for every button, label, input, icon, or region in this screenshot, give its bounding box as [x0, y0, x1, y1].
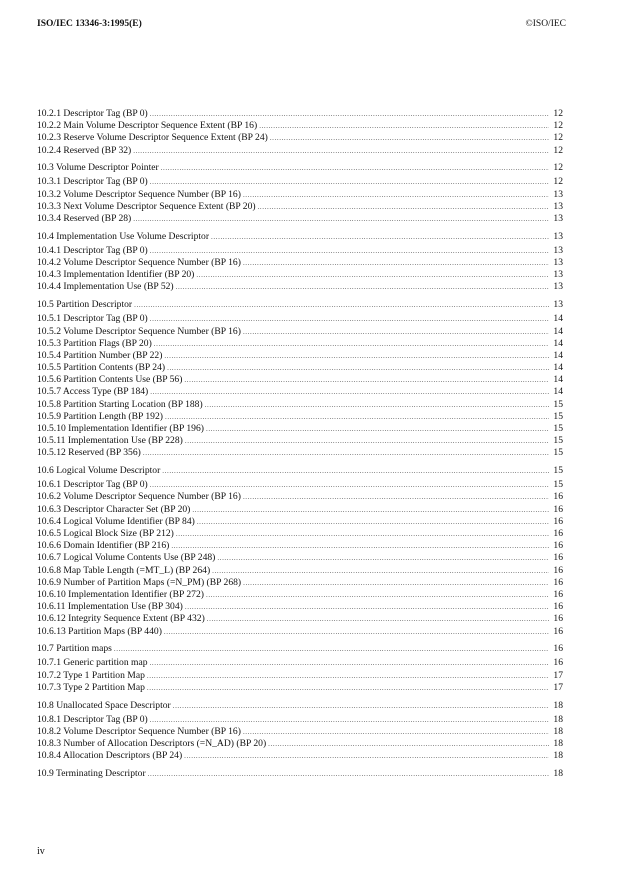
toc-page-number: 13 [553, 269, 563, 281]
toc-entry-title: 10.6.12 Integrity Sequence Extent (BP 432) [37, 613, 205, 625]
toc-entry-title: 10.5.3 Partition Flags (BP 20) [37, 337, 152, 349]
toc-group [37, 298, 563, 459]
toc-page-number: 14 [553, 337, 563, 349]
dot-leader [143, 447, 549, 459]
toc-page-number: 18 [553, 713, 563, 725]
toc-entry-title: 10.3.2 Volume Descriptor Sequence Number (BP 16) [37, 188, 241, 200]
toc-entry-row [37, 189, 563, 201]
toc-entry-row [37, 601, 563, 613]
toc-entry-row [37, 435, 563, 447]
toc-entry-title: 10.8.4 Allocation Descriptors (BP 24) [37, 750, 183, 762]
toc-entry-title: 10.4.4 Implementation Use (BP 52) [37, 281, 174, 293]
toc-entry-row [37, 245, 563, 257]
toc-page-number: 14 [553, 349, 563, 361]
toc-page-number: 16 [553, 657, 563, 669]
dot-leader [162, 465, 549, 479]
toc-entry-row [37, 479, 563, 491]
toc-entry-row [37, 577, 563, 589]
dot-leader [176, 281, 549, 293]
toc-entry-row [37, 626, 563, 638]
toc-page-number: 13 [553, 299, 563, 311]
toc-page-number: 15 [553, 398, 563, 410]
toc-entry-row [37, 540, 563, 552]
toc-entry-title: 10.5.9 Partition Length (BP 192) [37, 410, 163, 422]
toc-page-number: 14 [553, 374, 563, 386]
toc-section-row [37, 230, 563, 244]
toc-entry-title: 10.7.2 Type 1 Partition Map [37, 669, 145, 681]
dot-leader [150, 714, 549, 726]
toc-group [37, 464, 563, 638]
toc-page-number: 13 [553, 244, 563, 256]
dot-leader [243, 577, 549, 589]
toc-entry-title: 10.6.8 Map Table Length (=MT_L) (BP 264) [37, 564, 211, 576]
toc-page-number: 13 [553, 213, 563, 224]
toc-entry-row [37, 257, 563, 269]
toc-page-number: 16 [553, 491, 563, 503]
toc-entry-row [37, 411, 563, 423]
toc-page-number: 13 [553, 230, 563, 242]
dot-leader [114, 643, 549, 657]
toc-entry-title: 10.2.2 Main Volume Descriptor Sequence Extent (BP 16) [37, 120, 258, 132]
toc-page-number: 16 [553, 576, 563, 588]
dot-leader [154, 338, 549, 350]
toc-entry-row [37, 714, 563, 726]
toc-entry-title: 10.6.1 Descriptor Tag (BP 0) [37, 479, 148, 491]
toc-page-number: 16 [553, 540, 563, 552]
dot-leader [212, 565, 549, 577]
dot-leader [243, 257, 549, 269]
toc-entry-row [37, 399, 563, 411]
toc-entry-title: 10.3.3 Next Volume Descriptor Sequence Extent (BP 20) [37, 200, 256, 212]
toc-group [37, 642, 563, 694]
toc-entry-row [37, 326, 563, 338]
toc-page-number: 18 [553, 725, 563, 737]
page-number: iv [37, 846, 45, 857]
toc-group [37, 230, 563, 294]
toc-entry-title: 10.2.3 Reserve Volume Descriptor Sequence Extent (BP 24) [37, 132, 268, 144]
dot-leader [164, 350, 549, 362]
toc-page-number: 18 [553, 699, 563, 711]
page-header [37, 19, 566, 33]
dot-leader [184, 374, 549, 386]
toc-entry-title: 10.5.7 Access Type (BP 184) [37, 386, 149, 398]
toc-page-number: 16 [553, 643, 563, 655]
toc-section-row [37, 642, 563, 656]
toc-entry-row [37, 726, 563, 738]
toc-page-number: 15 [553, 423, 563, 434]
dot-leader [147, 682, 549, 694]
toc-entry-row [37, 338, 563, 350]
toc-entry-title: 10.7.1 Generic partition map [37, 657, 148, 669]
toc-group [37, 767, 563, 781]
dot-leader [196, 269, 549, 281]
toc-page-number: 18 [553, 767, 563, 779]
toc-section-title: 10.6 Logical Volume Descriptor [37, 465, 161, 477]
toc-entry-title: 10.6.6 Domain Identifier (BP 216) [37, 540, 170, 552]
toc-page-number: 12 [553, 162, 563, 174]
toc-entry-title: 10.5.11 Implementation Use (BP 228) [37, 435, 183, 447]
toc-entry-title: 10.6.13 Partition Maps (BP 440) [37, 625, 162, 637]
toc-page-number: 15 [553, 465, 563, 477]
toc-page-number: 12 [553, 144, 563, 156]
toc-entry-row [37, 491, 563, 503]
toc-group [37, 161, 563, 225]
toc-page-number: 16 [553, 613, 563, 625]
toc-page-number: 13 [553, 281, 563, 293]
toc-entry-title: 10.5.1 Descriptor Tag (BP 0) [37, 313, 148, 325]
toc-page-number: 13 [553, 200, 563, 212]
dot-leader [259, 120, 549, 132]
dot-leader [161, 162, 549, 176]
toc-page-number: 14 [553, 313, 563, 325]
toc-page-number: 16 [553, 552, 563, 564]
toc-entry-row [37, 176, 563, 188]
toc-entry-row [37, 281, 563, 293]
toc-page-number: 14 [553, 386, 563, 398]
toc-section-row [37, 298, 563, 312]
dot-leader [243, 189, 549, 201]
dot-leader [270, 132, 549, 144]
dot-leader [268, 738, 549, 750]
toc-entry-row [37, 750, 563, 762]
dot-leader [133, 145, 549, 157]
toc-page-number: 18 [553, 750, 563, 762]
toc-entry-title: 10.4.2 Volume Descriptor Sequence Number (BP 16) [37, 257, 241, 269]
toc-page-number: 12 [553, 120, 563, 132]
dot-leader [150, 176, 549, 188]
dot-leader [150, 313, 549, 325]
dot-leader [243, 326, 549, 338]
toc-entry-title: 10.5.5 Partition Contents (BP 24) [37, 362, 166, 374]
toc-entry-row [37, 504, 563, 516]
toc-entry-title: 10.4.1 Descriptor Tag (BP 0) [37, 244, 148, 256]
toc-entry-title: 10.3.1 Descriptor Tag (BP 0) [37, 176, 148, 188]
toc-entry-title: 10.5.8 Partition Starting Location (BP 188) [37, 398, 203, 410]
toc-entry-row [37, 120, 563, 132]
dot-leader [197, 516, 549, 528]
toc-page-number: 15 [553, 479, 563, 491]
dot-leader [147, 670, 549, 682]
toc-page-number: 13 [553, 257, 563, 269]
toc-section-title: 10.8 Unallocated Space Descriptor [37, 699, 171, 711]
dot-leader [167, 362, 549, 374]
dot-leader [192, 504, 549, 516]
toc-entry-title: 10.3.4 Reserved (BP 28) [37, 213, 132, 224]
toc-page-number: 16 [553, 528, 563, 539]
dot-leader [148, 768, 549, 782]
dot-leader [171, 540, 549, 552]
dot-leader [150, 657, 549, 669]
toc-section-title: 10.4 Implementation Use Volume Descriptor [37, 230, 210, 242]
table-of-contents [37, 108, 563, 785]
toc-page-number: 16 [553, 625, 563, 637]
toc-page-number: 17 [553, 669, 563, 681]
toc-entry-title: 10.5.2 Volume Descriptor Sequence Number (BP 16) [37, 325, 241, 337]
dot-leader [133, 213, 549, 225]
copyright-notice: ©ISO/IEC [525, 19, 566, 29]
toc-entry-title: 10.5.6 Partition Contents Use (BP 56) [37, 374, 183, 386]
dot-leader [206, 423, 549, 435]
toc-entry-row [37, 362, 563, 374]
toc-entry-title: 10.6.4 Logical Volume Identifier (BP 84) [37, 515, 195, 527]
toc-page-number: 14 [553, 325, 563, 337]
toc-entry-title: 10.6.5 Logical Block Size (BP 212) [37, 528, 174, 539]
toc-entry-title: 10.8.2 Volume Descriptor Sequence Number (BP 16) [37, 725, 241, 737]
dot-leader [243, 726, 549, 738]
toc-section-row [37, 699, 563, 713]
toc-entry-title: 10.6.3 Descriptor Character Set (BP 20) [37, 503, 191, 515]
toc-entry-row [37, 213, 563, 225]
toc-entry-title: 10.6.2 Volume Descriptor Sequence Number (BP 16) [37, 491, 241, 503]
toc-entry-row [37, 670, 563, 682]
toc-entry-row [37, 589, 563, 601]
toc-section-title: 10.7 Partition maps [37, 643, 112, 655]
document-id: ISO/IEC 13346-3:1995(E) [37, 19, 142, 29]
toc-group [37, 699, 563, 763]
toc-page-number: 12 [553, 132, 563, 144]
dot-leader [206, 589, 549, 601]
toc-entry-title: 10.5.4 Partition Number (BP 22) [37, 349, 163, 361]
toc-section-title: 10.9 Terminating Descriptor [37, 767, 146, 779]
toc-page-number: 14 [553, 362, 563, 374]
toc-section-title: 10.3 Volume Descriptor Pointer [37, 162, 159, 174]
toc-entry-row [37, 374, 563, 386]
toc-entry-title: 10.8.1 Descriptor Tag (BP 0) [37, 713, 148, 725]
dot-leader [184, 750, 549, 762]
dot-leader [134, 299, 549, 313]
dot-leader [243, 491, 549, 503]
toc-section-title: 10.5 Partition Descriptor [37, 299, 133, 311]
toc-entry-title: 10.6.11 Implementation Use (BP 304) [37, 601, 183, 613]
toc-entry-row [37, 552, 563, 564]
toc-entry-title: 10.2.4 Reserved (BP 32) [37, 144, 132, 156]
toc-page-number: 15 [553, 435, 563, 447]
toc-entry-row [37, 738, 563, 750]
toc-entry-title: 10.2.1 Descriptor Tag (BP 0) [37, 108, 148, 119]
toc-entry-title: 10.6.10 Implementation Identifier (BP 272) [37, 588, 204, 600]
dot-leader [207, 613, 549, 625]
toc-page-number: 12 [553, 176, 563, 188]
toc-page-number: 15 [553, 410, 563, 422]
toc-page-number: 16 [553, 503, 563, 515]
toc-page-number: 16 [553, 564, 563, 576]
toc-page-number: 16 [553, 515, 563, 527]
toc-entry-row [37, 313, 563, 325]
toc-entry-row [37, 447, 563, 459]
toc-entry-title: 10.6.7 Logical Volume Contents Use (BP 248) [37, 552, 216, 564]
toc-page-number: 18 [553, 738, 563, 749]
toc-entry-row [37, 386, 563, 398]
dot-leader [150, 479, 549, 491]
toc-entry-row [37, 269, 563, 281]
toc-entry-title: 10.4.3 Implementation Identifier (BP 20) [37, 269, 195, 281]
dot-leader [165, 411, 549, 423]
toc-page-number: 12 [553, 108, 563, 119]
dot-leader [173, 700, 549, 714]
dot-leader [176, 528, 549, 540]
toc-page-number: 16 [553, 588, 563, 600]
dot-leader [217, 552, 549, 564]
dot-leader [164, 626, 549, 638]
toc-group [37, 108, 563, 157]
dot-leader [185, 601, 549, 613]
dot-leader [205, 399, 549, 411]
dot-leader [211, 231, 549, 245]
toc-page-number: 15 [553, 447, 563, 459]
toc-section-row [37, 161, 563, 175]
toc-page-number: 16 [553, 601, 563, 613]
toc-entry-row [37, 657, 563, 669]
dot-leader [150, 245, 549, 257]
toc-entry-row [37, 132, 563, 144]
toc-entry-row [37, 350, 563, 362]
toc-entry-row [37, 145, 563, 157]
toc-section-row [37, 767, 563, 781]
toc-entry-row [37, 565, 563, 577]
toc-section-row [37, 464, 563, 478]
dot-leader [185, 435, 549, 447]
toc-entry-title: 10.8.3 Number of Allocation Descriptors (=N_AD) (BP 20) [37, 738, 267, 749]
toc-entry-row [37, 201, 563, 213]
toc-entry-title: 10.7.3 Type 2 Partition Map [37, 681, 145, 693]
toc-entry-row [37, 423, 563, 435]
toc-entry-title: 10.5.10 Implementation Identifier (BP 196) [37, 423, 204, 434]
dot-leader [150, 386, 549, 398]
toc-entry-row [37, 516, 563, 528]
toc-entry-row [37, 682, 563, 694]
toc-page-number: 17 [553, 681, 563, 693]
toc-entry-title: 10.5.12 Reserved (BP 356) [37, 447, 141, 459]
toc-entry-row [37, 613, 563, 625]
toc-entry-title: 10.6.9 Number of Partition Maps (=N_PM) (BP 268) [37, 576, 242, 588]
toc-entry-row [37, 528, 563, 540]
toc-page-number: 13 [553, 188, 563, 200]
toc-entry-row [37, 108, 563, 120]
dot-leader [150, 108, 549, 120]
dot-leader [258, 201, 549, 213]
